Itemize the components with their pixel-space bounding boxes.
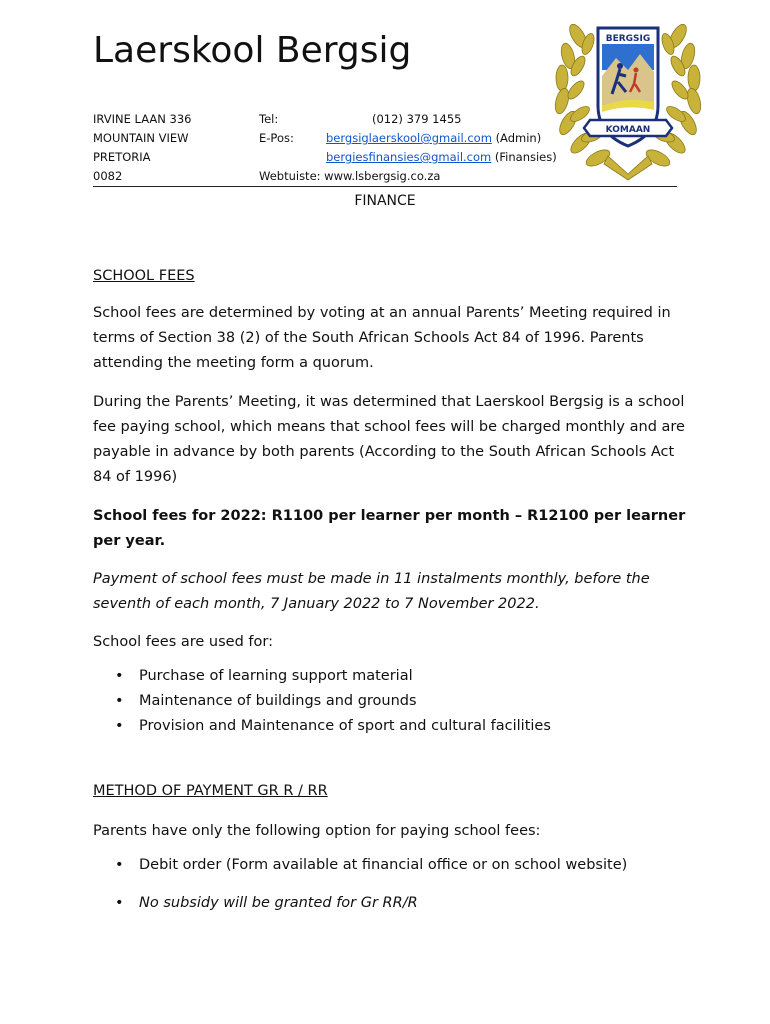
school-crest-logo xyxy=(548,6,708,182)
bullet-icon: • xyxy=(115,718,124,734)
method-item-debit-order: Debit order (Form available at financial office or on school website) xyxy=(139,857,628,873)
paragraph-voting: School fees are determined by voting at an annual Parents’ Meeting required in terms of Section 38 (2) of the South African Schools Act 84 of 1996. Parents attending the meeting form a quorum. xyxy=(93,305,671,371)
method-intro: Parents have only the following option for paying school fees: xyxy=(93,823,541,839)
method-item-no-subsidy: No subsidy will be granted for Gr RR/R xyxy=(139,895,418,911)
address-line-4: 0082 xyxy=(93,169,123,183)
address-line-2: MOUNTAIN VIEW xyxy=(93,131,189,145)
tel-label: Tel: xyxy=(259,112,279,126)
address-line-3: PRETORIA xyxy=(93,150,151,164)
website-line: Webtuiste: www.lsbergsig.co.za xyxy=(259,169,441,183)
used-for-item: Purchase of learning support material xyxy=(139,668,413,684)
email-admin-note: (Admin) xyxy=(495,131,542,145)
email-admin-link[interactable]: bergsiglaerskool@gmail.com xyxy=(326,131,492,145)
used-for-intro: School fees are used for: xyxy=(93,634,273,650)
bullet-icon: • xyxy=(115,857,124,873)
crest-top-text: BERGSIG xyxy=(605,34,651,44)
bullet-icon: • xyxy=(115,668,124,684)
school-fees-heading: SCHOOL FEES xyxy=(93,268,195,284)
method-heading: METHOD OF PAYMENT GR R / RR xyxy=(93,783,328,799)
bullet-icon: • xyxy=(115,693,124,709)
section-title: FINANCE xyxy=(354,193,416,209)
email-label: E-Pos: xyxy=(259,131,294,145)
used-for-item: Provision and Maintenance of sport and cultural facilities xyxy=(139,718,551,734)
paragraph-parents-meeting: During the Parents’ Meeting, it was determined that Laerskool Bergsig is a school fee paying school, which means that school fees will be charged monthly and are payable in advance by both parents (According to the South African Schools Act 84 of 1996) xyxy=(93,394,685,485)
email-finance-link[interactable]: bergiesfinansies@gmail.com xyxy=(326,150,492,164)
email-finance-note: (Finansies) xyxy=(494,150,557,164)
school-name: Laerskool Bergsig xyxy=(93,30,412,71)
header-divider xyxy=(93,186,677,187)
tel-value: (012) 379 1455 xyxy=(372,112,462,126)
email-finance-line xyxy=(326,150,557,164)
used-for-item: Maintenance of buildings and grounds xyxy=(139,693,417,709)
address-line-1: IRVINE LAAN 336 xyxy=(93,112,192,126)
bullet-icon: • xyxy=(115,895,124,911)
email-admin-line xyxy=(326,131,541,145)
payment-schedule: Payment of school fees must be made in 11 instalments monthly, before the seventh of each month, 7 January 2022 to 7 November 2022. xyxy=(93,571,650,612)
fees-amount: School fees for 2022: R1100 per learner per month – R12100 per learner per year. xyxy=(93,508,686,549)
crest-banner-text: KOMAAN xyxy=(605,125,651,135)
